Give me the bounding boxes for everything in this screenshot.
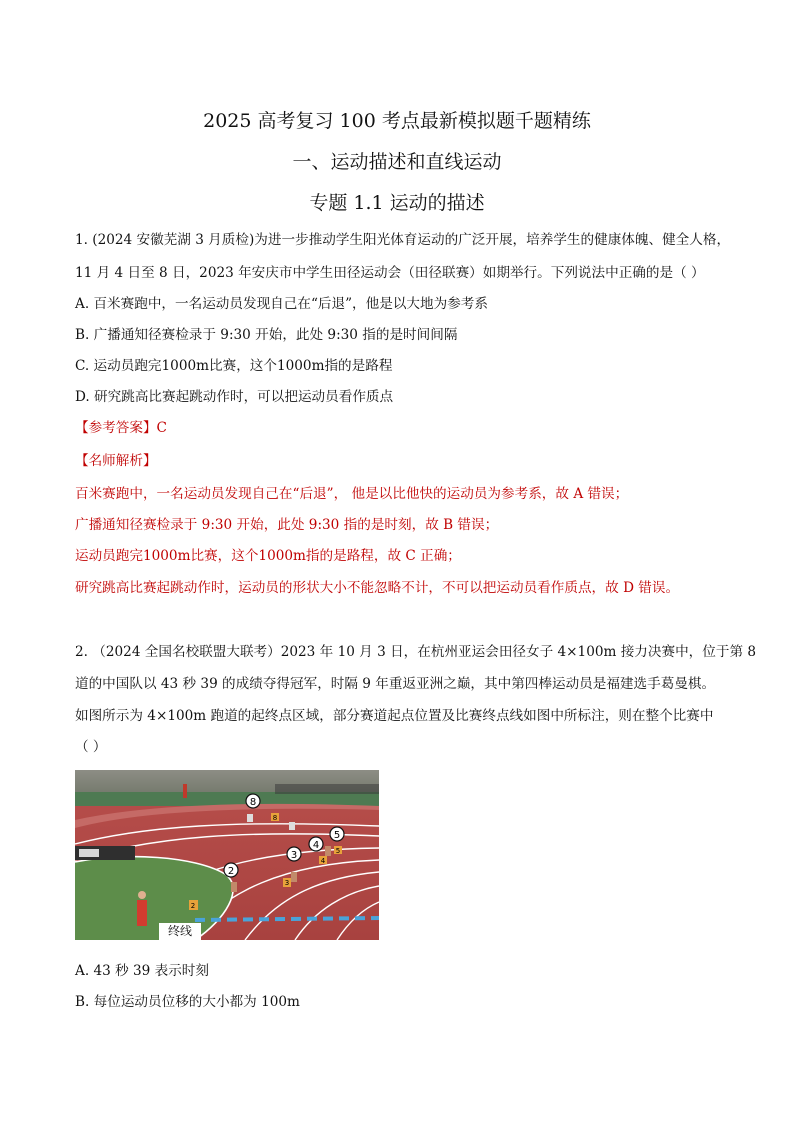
q1-option-d: D. 研究跳高比赛起跳动作时，可以把运动员看作质点 xyxy=(75,389,394,405)
svg-text:8: 8 xyxy=(272,814,278,822)
svg-text:4: 4 xyxy=(312,840,320,851)
track-illustration xyxy=(75,770,379,940)
main-title: 2025 高考复习 100 考点最新模拟题千题精练 xyxy=(203,110,591,132)
lane-sign-2 xyxy=(189,900,198,910)
q2-stem-line-1: 2. （2024 全国名校联盟大联考）2023 年 10 月 3 日，在杭州亚运会田径女子 4×100m 接力决赛中，位于第 8 xyxy=(75,644,757,660)
q1-analysis-line-1: 百米赛跑中，一名运动员发现自己在“后退”， 他是以比他快的运动员为参考系，故 A 错误； xyxy=(75,486,629,502)
svg-text:3: 3 xyxy=(284,879,290,887)
q1-stem-line-1: 1. (2024 安徽芜湖 3 月质检)为进一步推动学生阳光体育运动的广泛开展，培养学生的健康体魄、健全人格， xyxy=(75,232,731,248)
q1-analysis-line-2: 广播通知径赛检录于 9:30 开始，此处 9:30 指的是时刻，故 B 错误； xyxy=(75,517,499,533)
q2-stem-line-4: （ ） xyxy=(75,739,107,755)
svg-text:2: 2 xyxy=(190,902,196,910)
q1-analysis-line-4: 研究跳高比赛起跳动作时，运动员的形状大小不能忽略不计，不可以把运动员看作质点，故 D 错误。 xyxy=(75,580,680,596)
lane-marker-3 xyxy=(287,847,301,861)
lane-marker-2 xyxy=(224,863,238,877)
q2-stem-line-2: 道的中国队以 43 秒 39 的成绩夺得冠军，时隔 9 年重返亚洲之巅，其中第四棒运动员是福建选手葛曼棋。 xyxy=(75,676,716,692)
svg-text:8: 8 xyxy=(249,797,257,808)
lane-marker-4 xyxy=(309,837,323,851)
q1-option-a: A. 百米赛跑中，一名运动员发现自己在“后退”，他是以大地为参考系 xyxy=(75,296,488,312)
q1-analysis-line-3: 运动员跑完1000m比赛，这个1000m指的是路程，故 C 正确； xyxy=(75,548,461,564)
q2-stem-line-3: 如图所示为 4×100m 跑道的起终点区域，部分赛道起点位置及比赛终点线如图中所标注，则在整个比赛中 xyxy=(75,708,714,724)
lane-sign-3 xyxy=(283,878,291,887)
svg-text:5: 5 xyxy=(333,830,341,841)
relay-track-photo xyxy=(75,770,379,940)
lane-sign-8 xyxy=(271,813,279,822)
q1-option-b: B. 广播通知径赛检录于 9:30 开始，此处 9:30 指的是时间间隔 xyxy=(75,327,458,343)
chapter-title: 一、运动描述和直线运动 xyxy=(292,151,502,173)
topic-title: 专题 1.1 运动的描述 xyxy=(309,192,485,214)
q2-option-b: B. 每位运动员位移的大小都为 100m xyxy=(75,994,300,1010)
q1-analysis-heading: 【名师解析】 xyxy=(75,453,157,469)
svg-text:3: 3 xyxy=(290,850,298,861)
svg-text:5: 5 xyxy=(335,847,341,855)
q2-option-a: A. 43 秒 39 表示时刻 xyxy=(75,963,209,979)
finish-line-label: 终线 xyxy=(159,923,201,940)
lane-marker-8 xyxy=(246,794,260,808)
svg-text:2: 2 xyxy=(227,866,235,877)
svg-text:4: 4 xyxy=(320,857,326,865)
q1-stem-line-2: 11 月 4 日至 8 日，2023 年安庆市中学生田径运动会（田径联赛）如期举行。下列说法中正确的是（ ） xyxy=(75,265,705,281)
q1-answer: 【参考答案】C xyxy=(75,420,167,436)
lane-sign-4 xyxy=(319,856,327,865)
lane-sign-5 xyxy=(334,846,342,855)
q1-option-c: C. 运动员跑完1000m比赛，这个1000m指的是路程 xyxy=(75,358,393,374)
lane-marker-5 xyxy=(330,827,344,841)
